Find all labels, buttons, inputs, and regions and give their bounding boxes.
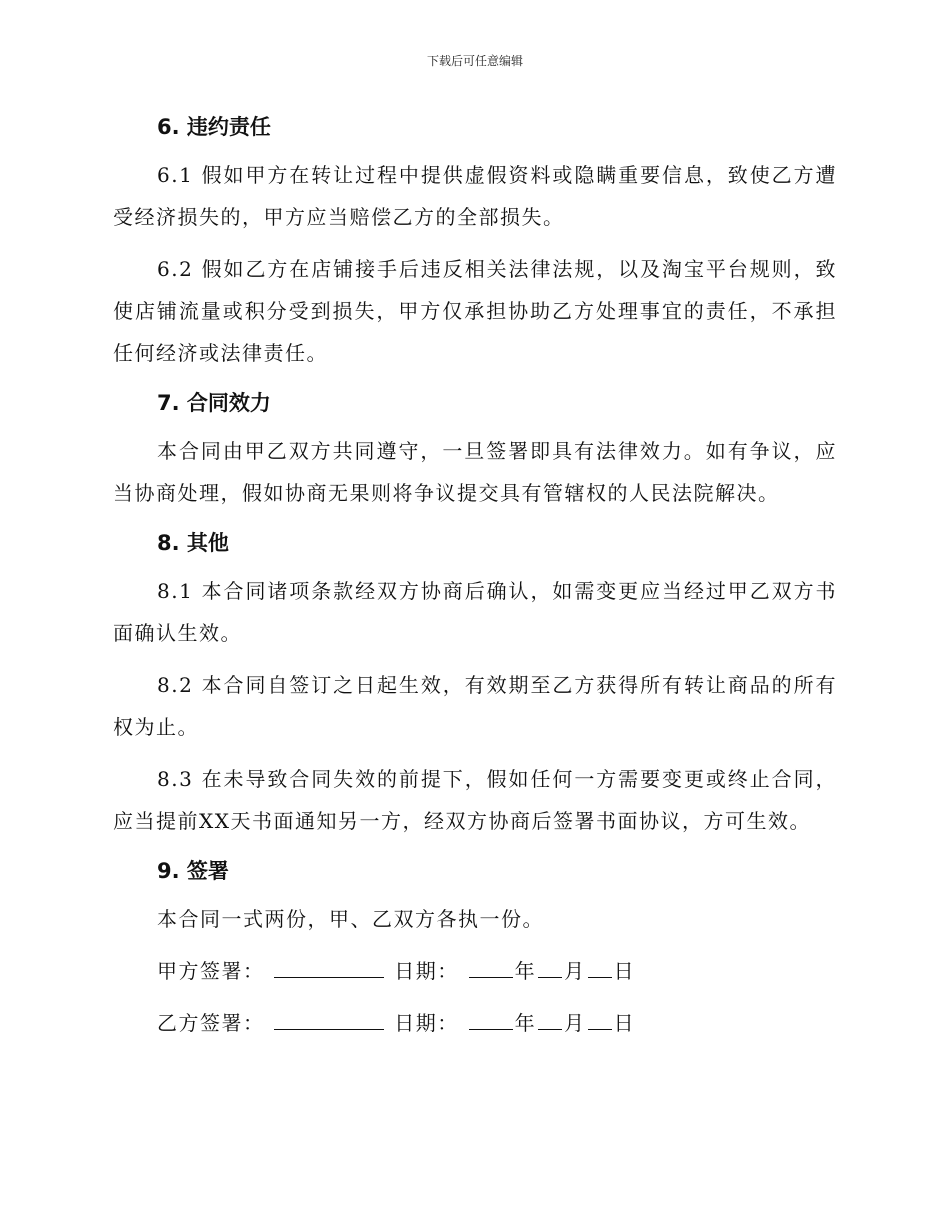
clause-8-3: 8.3 在未导致合同失效的前提下，假如任何一方需要变更或终止合同，应当提前XX天书面通知另一方，经双方协商后签署书面协议，方可生效。: [113, 767, 837, 833]
clause-8-2: 8.2 本合同自签订之日起生效，有效期至乙方获得所有转让商品的所有权为止。: [113, 673, 837, 739]
section-9-title: 9. 签署: [157, 859, 229, 883]
party-a-label: 甲方签署：: [157, 959, 265, 983]
party-b-label: 乙方签署：: [157, 1011, 265, 1035]
section-6-title: 6. 违约责任: [157, 115, 271, 139]
clause-6-1: 6.1 假如甲方在转让过程中提供虚假资料或隐瞒重要信息，致使乙方遭受经济损失的，甲方应当赔偿乙方的全部损失。: [113, 163, 837, 229]
day-label: 日: [613, 959, 636, 983]
clause-9: 本合同一式两份，甲、乙双方各执一份。: [157, 907, 544, 931]
party-b-date-label: 日期：: [394, 1011, 459, 1035]
party-a-day-field[interactable]: [588, 951, 612, 978]
year-label: 年: [514, 959, 537, 983]
month-label: 月: [564, 1011, 586, 1035]
clause-6-2: 6.2 假如乙方在店铺接手后违反相关法律法规，以及淘宝平台规则，致使店铺流量或积分受到损失，甲方仅承担协助乙方处理事宜的责任，不承担任何经济或法律责任。: [113, 257, 837, 365]
clause-8-1: 8.1 本合同诸项条款经双方协商后确认，如需变更应当经过甲乙双方书面确认生效。: [113, 579, 837, 645]
party-b-day-field[interactable]: [588, 1003, 612, 1030]
clause-7: 本合同由甲乙双方共同遵守，一旦签署即具有法律效力。如有争议，应当协商处理，假如协商无果则将争议提交具有管辖权的人民法院解决。: [113, 439, 837, 505]
document-body: [113, 110, 837, 1044]
party-a-year-field[interactable]: [469, 951, 513, 978]
month-label: 月: [564, 959, 586, 983]
year-label: 年: [514, 1011, 537, 1035]
party-b-month-field[interactable]: [538, 1003, 562, 1030]
day-label: 日: [613, 1011, 636, 1035]
party-b-signature-row: [157, 1002, 837, 1044]
party-a-date-label: 日期：: [394, 959, 459, 983]
party-a-month-field[interactable]: [538, 951, 562, 978]
party-a-signature-row: [157, 950, 837, 992]
section-8-title: 8. 其他: [157, 531, 229, 555]
page-header: 下载后可任意编辑: [426, 54, 523, 68]
party-a-signature-field[interactable]: [274, 951, 384, 978]
party-b-year-field[interactable]: [469, 1003, 513, 1030]
party-b-signature-field[interactable]: [274, 1003, 384, 1030]
section-7-title: 7. 合同效力: [157, 391, 271, 415]
